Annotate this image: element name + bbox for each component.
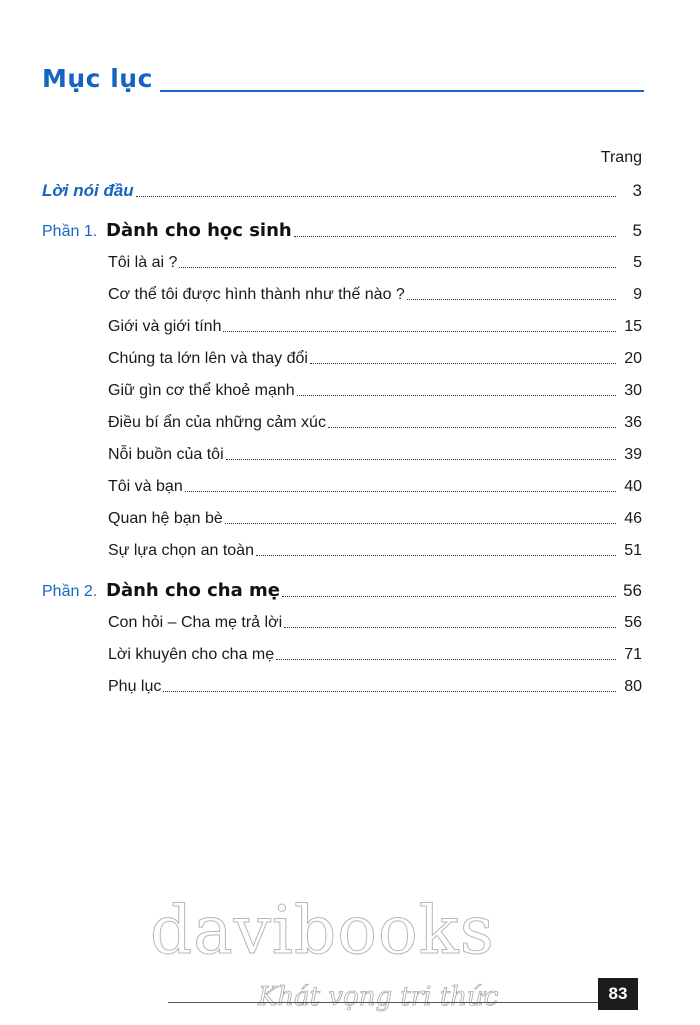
toc-entry[interactable] [108, 382, 642, 400]
toc-entry-page: 80 [624, 678, 642, 695]
leader-dots [407, 299, 616, 300]
leader-dots [225, 523, 616, 524]
toc-entry-page: 51 [624, 542, 642, 559]
page-number: 83 [598, 978, 638, 1010]
toc-entry[interactable] [108, 350, 642, 368]
toc-entry-page: 56 [624, 614, 642, 631]
toc-entry[interactable] [108, 446, 642, 464]
toc-entry-page: 3 [632, 181, 642, 200]
toc-entry-label: Lời nói đầu [42, 181, 134, 200]
part-prefix: Phần 2. [42, 583, 98, 600]
leader-dots [294, 236, 616, 237]
toc-entry-page: 20 [624, 350, 642, 367]
watermark-brand: davibooks [150, 892, 495, 969]
toc-entry-page: 30 [624, 382, 642, 399]
toc-entry-label: Lời khuyên cho cha mẹ [108, 646, 275, 663]
leader-dots [310, 363, 616, 364]
leader-dots [223, 331, 616, 332]
toc-entry-page: 39 [624, 446, 642, 463]
toc-entry-label: Tôi là ai ? [108, 254, 178, 271]
toc-entry-page: 5 [632, 221, 642, 240]
toc-entry-preface[interactable] [42, 181, 642, 201]
toc-entry-page: 36 [624, 414, 642, 431]
toc-entry-label: Cơ thể tôi được hình thành như thế nào ? [108, 286, 405, 303]
toc-entry-label: Con hỏi – Cha mẹ trả lời [108, 614, 283, 631]
toc-entry-page: 46 [624, 510, 642, 527]
part-prefix: Phần 1. [42, 223, 98, 240]
toc-entry-label: Điều bí ẩn của những cảm xúc [108, 414, 326, 431]
toc-entry-page: 71 [624, 646, 642, 663]
toc-entry[interactable] [108, 614, 642, 632]
toc-entry-label: Giữ gìn cơ thể khoẻ mạnh [108, 382, 295, 399]
leader-dots [163, 691, 616, 692]
toc-part-2[interactable] [42, 580, 642, 601]
toc-entry[interactable] [108, 678, 642, 696]
toc-entry-label: Quan hệ bạn bè [108, 510, 223, 527]
toc-entry-label: Nỗi buồn của tôi [108, 446, 224, 463]
heading-rule [160, 90, 644, 92]
toc-entry[interactable] [108, 414, 642, 432]
toc-entry[interactable] [108, 646, 642, 664]
toc-entry-page: 9 [633, 286, 642, 303]
part-title: Dành cho học sinh [106, 220, 292, 241]
leader-dots [328, 427, 616, 428]
toc-entry-label: Phụ lục [108, 678, 162, 695]
toc-entry-page: 5 [633, 254, 642, 271]
leader-dots [297, 395, 616, 396]
leader-dots [282, 596, 616, 597]
footer-rule [168, 1002, 598, 1003]
toc-entry[interactable] [108, 254, 642, 272]
toc-entry-page: 15 [624, 318, 642, 335]
toc-entry[interactable] [108, 478, 642, 496]
toc-entry-page: 56 [623, 581, 642, 600]
toc-entry[interactable] [108, 542, 642, 560]
page-column-label: Trang [600, 149, 642, 166]
toc-entry-label: Chúng ta lớn lên và thay đổi [108, 350, 308, 367]
toc-entry-label: Tôi và bạn [108, 478, 183, 495]
toc-entry[interactable] [108, 510, 642, 528]
leader-dots [136, 196, 616, 197]
toc-heading: Mục lục [42, 64, 153, 93]
part-title: Dành cho cha mẹ [106, 580, 280, 601]
toc-entry-page: 40 [624, 478, 642, 495]
leader-dots [256, 555, 616, 556]
toc-entry-label: Sự lựa chọn an toàn [108, 542, 254, 559]
leader-dots [284, 627, 616, 628]
leader-dots [185, 491, 616, 492]
toc-entry[interactable] [108, 318, 642, 336]
toc-part-1[interactable] [42, 220, 642, 241]
leader-dots [276, 659, 616, 660]
watermark-tagline: Khát vọng tri thức [258, 982, 499, 1012]
toc-entry[interactable] [108, 286, 642, 304]
leader-dots [179, 267, 616, 268]
leader-dots [226, 459, 616, 460]
toc-entry-label: Giới và giới tính [108, 318, 222, 335]
